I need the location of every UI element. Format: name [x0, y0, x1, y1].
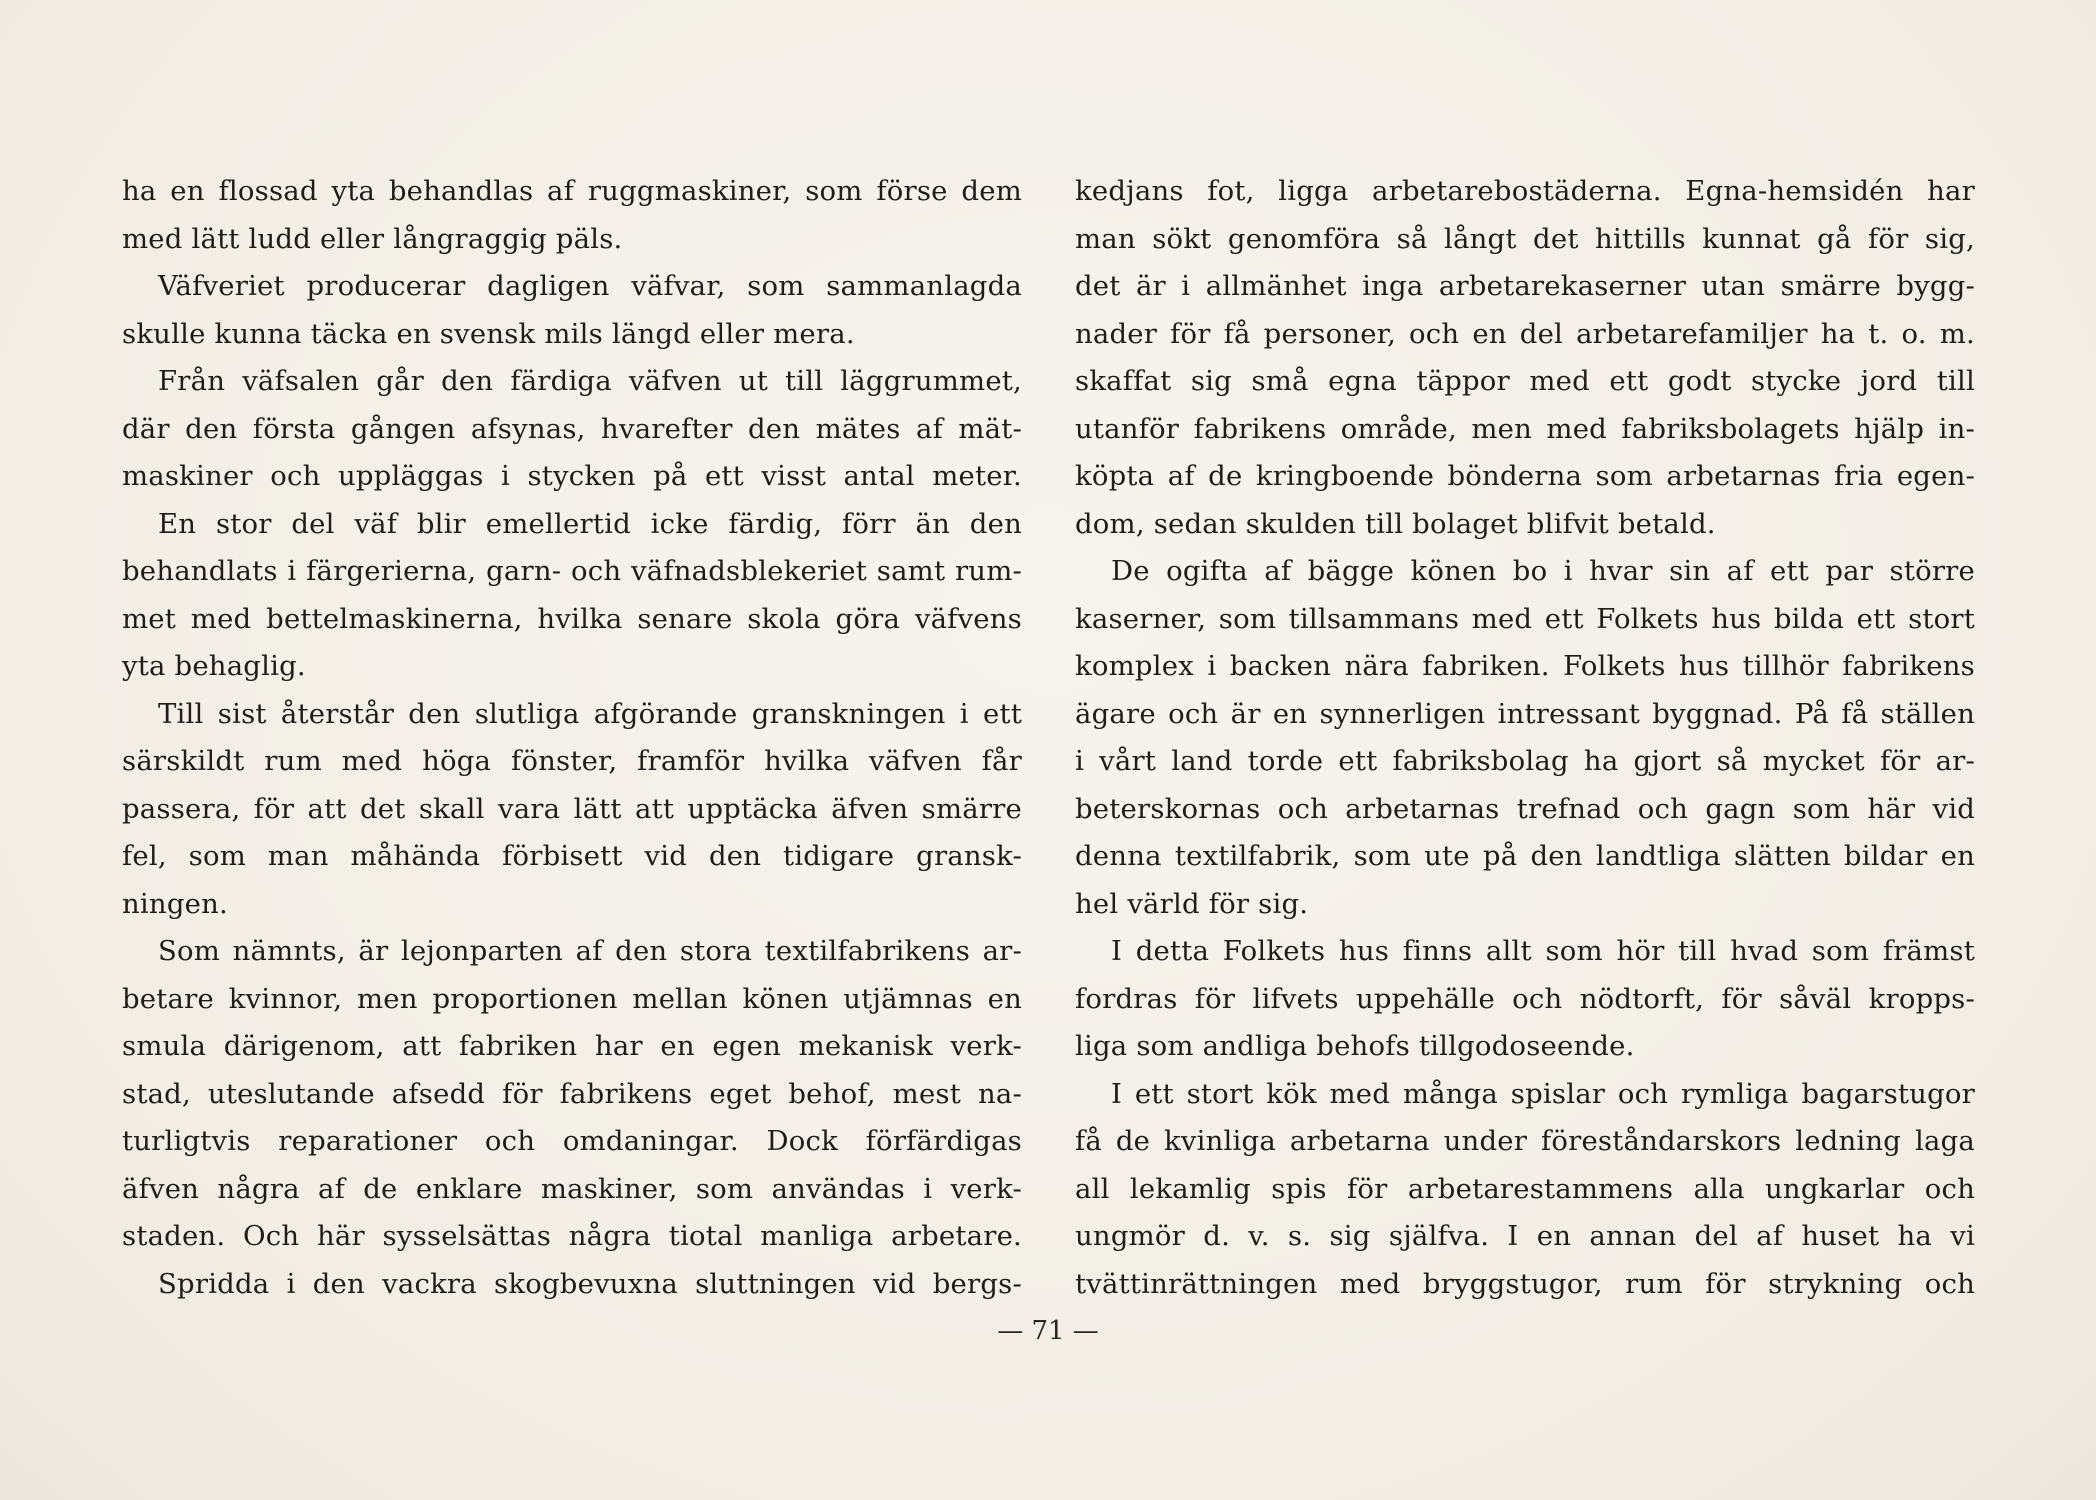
text-line: Spridda i den vackra skogbevuxna sluttningen vid bergs- [158, 1267, 1022, 1300]
text-line: fel, som man måhända förbisett vid den tidigare gransk- [122, 840, 1022, 872]
text-line: smula därigenom, att fabriken har en egen mekanisk verk- [122, 1030, 1022, 1062]
text-line: det är i allmänhet inga arbetarekaserner utan smärre bygg- [1075, 270, 1975, 302]
text-line: met med bettelmaskinerna, hvilka senare skola göra väfvens [122, 602, 1022, 635]
text-line: nader för få personer, och en del arbetarefamiljer ha t. o. m. [1075, 317, 1975, 350]
text-line: få de kvinliga arbetarna under föreståndarskors ledning laga [1075, 1125, 1975, 1157]
text-line: särskildt rum med höga fönster, framför hvilka väfven får [122, 745, 1022, 777]
right-text-column [1075, 168, 1975, 1308]
text-line: beterskornas och arbetarnas trefnad och gagn som här vid [1075, 792, 1975, 825]
text-line: passera, för att det skall vara lätt att upptäcka äfven smärre [122, 792, 1022, 825]
text-line: Väfveriet producerar dagligen väfvar, som sammanlagda [158, 270, 1022, 302]
text-line: med lätt ludd eller långraggig päls. [122, 222, 623, 255]
text-line: ungmör d. v. s. sig själfva. I en annan del af huset ha vi [1075, 1220, 1975, 1252]
text-line: skaffat sig små egna täppor med ett godt stycke jord till [1075, 365, 1975, 397]
text-line: ningen. [122, 887, 228, 920]
text-line: Till sist återstår den slutliga afgörande granskningen i ett [158, 697, 1022, 730]
text-line: köpta af de kringboende bönderna som arbetarnas fria egen- [1075, 460, 1975, 492]
text-line: där den första gången afsynas, hvarefter den mätes af mät- [122, 412, 1022, 445]
text-line: kedjans fot, ligga arbetarebostäderna. Egna-hemsidén har [1075, 175, 1975, 207]
text-line: Från väfsalen går den färdiga väfven ut till läggrummet, [158, 365, 1022, 397]
text-line: kaserner, som tillsammans med ett Folkets hus bilda ett stort [1075, 602, 1975, 635]
text-line: De ogifta af bägge könen bo i hvar sin af ett par större [1111, 555, 1975, 587]
text-line: hel värld för sig. [1075, 887, 1309, 920]
page-number: — 71 — [997, 1316, 1099, 1346]
left-text-column [122, 168, 1022, 1308]
text-line: ägare och är en synnerligen intressant byggnad. På få ställen [1075, 697, 1975, 730]
text-line: komplex i backen nära fabriken. Folkets hus tillhör fabrikens [1075, 650, 1975, 682]
text-line: maskiner och uppläggas i stycken på ett visst antal meter. [122, 460, 1022, 492]
text-line: stad, uteslutande afsedd för fabrikens eget behof, mest na- [122, 1077, 1022, 1110]
text-line: liga som andliga behofs tillgodoseende. [1075, 1030, 1635, 1062]
text-line: betare kvinnor, men proportionen mellan könen utjämnas en [122, 982, 1022, 1015]
text-line: I detta Folkets hus finns allt som hör till hvad som främst [1111, 935, 1975, 967]
text-line: man sökt genomföra så långt det hittills kunnat gå för sig, [1075, 222, 1975, 255]
text-line: i vårt land torde ett fabriksbolag ha gjort så mycket för ar- [1075, 745, 1975, 777]
text-line: skulle kunna täcka en svensk mils längd eller mera. [122, 317, 855, 350]
text-line: äfven några af de enklare maskiner, som användas i verk- [122, 1172, 1022, 1205]
text-line: turligtvis reparationer och omdaningar. Dock förfärdigas [122, 1125, 1022, 1157]
text-line: tvättinrättningen med bryggstugor, rum för strykning och [1075, 1267, 1975, 1300]
text-line: behandlats i färgerierna, garn- och väfnadsblekeriet samt rum- [122, 555, 1022, 587]
text-line: yta behaglig. [122, 650, 306, 682]
text-line: dom, sedan skulden till bolaget blifvit betald. [1075, 507, 1716, 540]
text-line: fordras för lifvets uppehälle och nödtorft, för såväl kropps- [1075, 982, 1975, 1015]
text-line: ha en flossad yta behandlas af ruggmaskiner, som förse dem [122, 175, 1022, 207]
text-line: utanför fabrikens område, men med fabriksbolagets hjälp in- [1075, 412, 1975, 445]
text-line: denna textilfabrik, som ute på den landtliga slätten bildar en [1075, 840, 1975, 872]
text-line: I ett stort kök med många spislar och rymliga bagarstugor [1111, 1077, 1975, 1110]
text-line: Som nämnts, är lejonparten af den stora textilfabrikens ar- [158, 935, 1022, 967]
text-line: En stor del väf blir emellertid icke färdig, förr än den [158, 507, 1022, 540]
text-line: all lekamlig spis för arbetarestammens alla ungkarlar och [1075, 1172, 1975, 1205]
text-line: staden. Och här sysselsättas några tiotal manliga arbetare. [122, 1220, 1022, 1252]
